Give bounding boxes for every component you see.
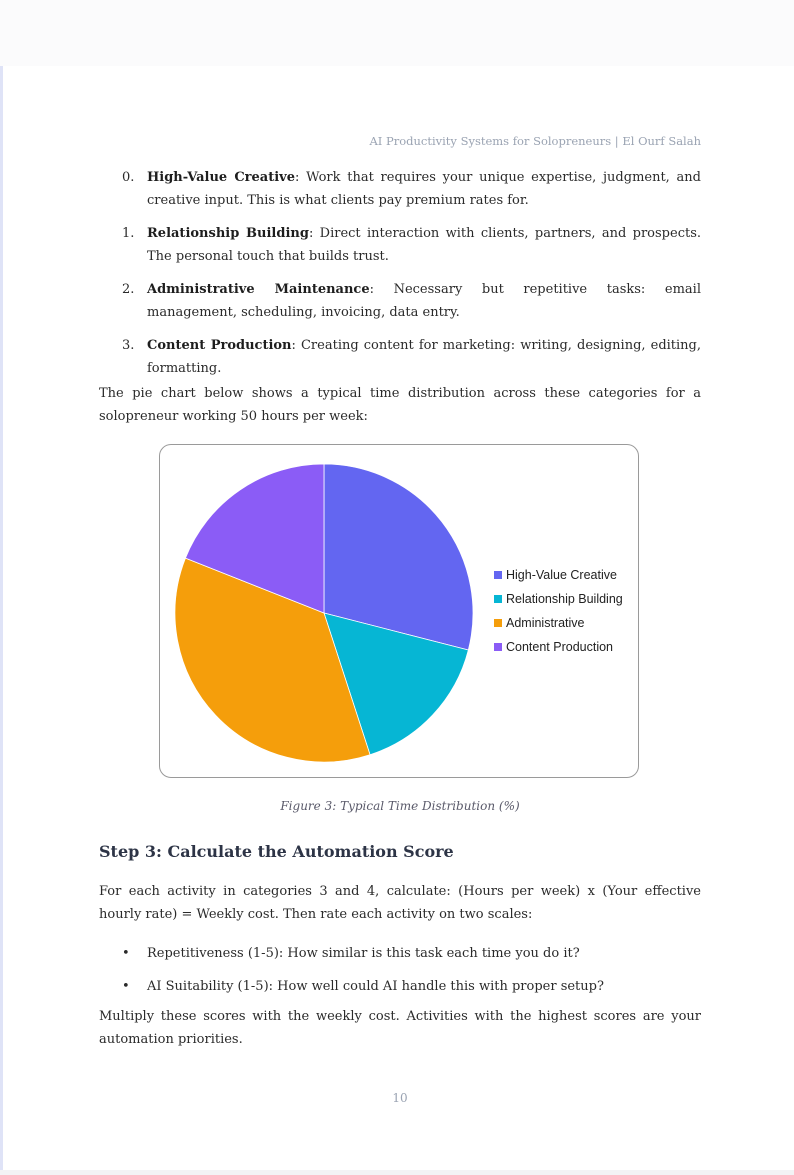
category-description: : Creating content for marketing: writing, designing, editing, formatting. <box>147 338 702 376</box>
legend-label: Administrative <box>506 616 585 630</box>
category-term: Administrative Maintenance <box>147 282 370 297</box>
pie-chart-frame <box>159 444 639 778</box>
bullet-text: Repetitiveness (1-5): How similar is this task each time you do it? <box>147 946 580 961</box>
list-number: 2. <box>122 282 135 297</box>
legend-label: Content Production <box>506 640 614 654</box>
legend-swatch <box>494 619 502 627</box>
figure-caption: Figure 3: Typical Time Distribution (%) <box>280 799 520 813</box>
legend-item-content-production <box>494 639 623 663</box>
legend-item-administrative <box>494 615 623 639</box>
scale-list <box>3 942 794 1008</box>
category-term: Content Production <box>147 338 292 353</box>
legend-swatch <box>494 643 502 651</box>
list-item-administrative-maintenance <box>3 278 701 324</box>
bullet-item-repetitiveness <box>3 942 794 975</box>
legend-item-high-value-creative <box>494 567 623 591</box>
bullet-item-ai-suitability <box>3 975 794 1008</box>
running-header: AI Productivity Systems for Solopreneurs | El Ourf Salah <box>369 134 701 148</box>
bullet-symbol: • <box>122 979 130 994</box>
list-number: 1. <box>122 226 135 241</box>
step3-paragraph: For each activity in categories 3 and 4, calculate: (Hours per week) x (Your effective hourly rate) = Weekly cost. Then rate each activity on two scales: <box>99 884 701 922</box>
page-number: 10 <box>392 1091 408 1105</box>
category-term: High-Value Creative <box>147 170 295 185</box>
viewer-top-band <box>0 0 794 66</box>
intro-paragraph: The pie chart below shows a typical time distribution across these categories for a solopreneur working 50 hours per week: <box>99 386 701 424</box>
legend-label: High-Value Creative <box>506 568 617 582</box>
list-number: 3. <box>122 338 135 353</box>
list-number: 0. <box>122 170 135 185</box>
legend-swatch <box>494 571 502 579</box>
list-item-relationship-building <box>3 222 701 268</box>
bullet-symbol: • <box>122 946 130 961</box>
category-term: Relationship Building <box>147 226 309 241</box>
section-heading: Step 3: Calculate the Automation Score <box>99 842 454 861</box>
legend-label: Relationship Building <box>506 592 623 606</box>
list-item-content-production <box>3 334 701 380</box>
category-list <box>3 166 794 390</box>
legend-item-relationship-building <box>494 591 623 615</box>
list-item-high-value-creative <box>3 166 701 212</box>
category-description: : Work that requires your unique expertise, judgment, and creative input. This is what clients pay premium rates for. <box>147 170 702 208</box>
document-page <box>0 66 794 1170</box>
chart-legend <box>494 567 623 663</box>
closing-paragraph: Multiply these scores with the weekly cost. Activities with the highest scores are your automation priorities. <box>99 1009 701 1047</box>
category-description: : Necessary but repetitive tasks: email management, scheduling, invoicing, data entry. <box>147 282 701 320</box>
legend-swatch <box>494 595 502 603</box>
category-description: : Direct interaction with clients, partners, and prospects. The personal touch that builds trust. <box>147 226 701 264</box>
bullet-text: AI Suitability (1-5): How well could AI handle this with proper setup? <box>147 979 604 994</box>
